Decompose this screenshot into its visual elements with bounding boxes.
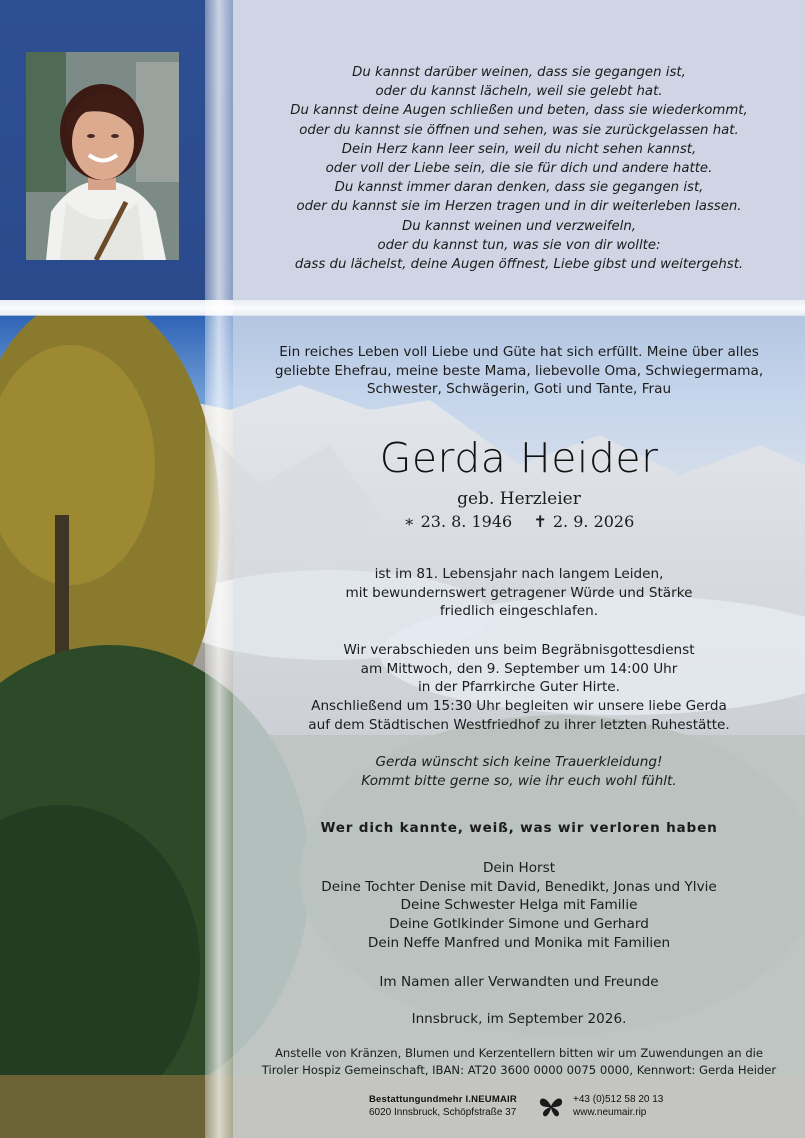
passing-text bbox=[233, 565, 805, 621]
passing-line: ist im 81. Lebensjahr nach langem Leiden, bbox=[374, 566, 664, 582]
intro-text bbox=[233, 343, 805, 399]
death-cross-icon: ✝ bbox=[533, 512, 547, 531]
mourner-line: Deine Schwester Helga mit Familie bbox=[400, 897, 638, 914]
dress-note-line: Kommt bitte gerne so, wie ihr euch wohl fühlt. bbox=[361, 772, 677, 789]
butterfly-icon bbox=[538, 1094, 564, 1118]
funeral-home-website[interactable]: www.neumair.rip bbox=[573, 1107, 647, 1118]
intro-line: Ein reiches Leben voll Liebe und Güte hat sich erfüllt. Meine über alles bbox=[279, 344, 759, 360]
service-line: am Mittwoch, den 9. September um 14:00 Uhr bbox=[360, 660, 678, 677]
passing-line: friedlich eingeschlafen. bbox=[439, 603, 599, 620]
poem-line: Dein Herz kann leer sein, weil du nicht sehen kannst, bbox=[341, 141, 697, 157]
funeral-home-info bbox=[369, 1093, 517, 1119]
relatives-line: Im Namen aller Verwandten und Freunde bbox=[379, 974, 659, 990]
poem bbox=[233, 63, 805, 274]
funeral-home-contact bbox=[573, 1093, 663, 1119]
horizontal-light-strip bbox=[0, 300, 805, 316]
intro-line: geliebte Ehefrau, meine beste Mama, liebevolle Oma, Schwiegermama, bbox=[274, 362, 764, 379]
service-line: in der Pfarrkirche Guter Hirte. bbox=[418, 679, 620, 696]
poem-line: oder du kannst lächeln, weil sie gelebt hat. bbox=[375, 84, 663, 100]
mourner-line: Dein Horst bbox=[482, 860, 556, 876]
mourners-list bbox=[233, 859, 805, 953]
poem-line: oder du kannst sie öffnen und sehen, was sie zurückgelassen hat. bbox=[299, 122, 739, 138]
funeral-home-phone: +43 (0)512 58 20 13 bbox=[573, 1094, 664, 1105]
vertical-light-strip bbox=[205, 0, 233, 1138]
mourner-line: Deine Tochter Denise mit David, Benedikt, Jonas und Ylvie bbox=[321, 878, 717, 895]
motto: Wer dich kannte, weiß, was wir verloren haben bbox=[320, 820, 718, 836]
service-line: Anschließend um 15:30 Uhr begleiten wir unsere liebe Gerda bbox=[311, 698, 727, 715]
poem-line: oder du kannst tun, was sie von dir wollte: bbox=[377, 237, 661, 253]
funeral-home-brand: Bestattungundmehr I.NEUMAIR bbox=[369, 1094, 517, 1105]
donation-line: Tiroler Hospiz Gemeinschaft, IBAN: AT20 3600 0000 0075 0000, Kennwort: Gerda Heider bbox=[261, 1063, 777, 1077]
poem-line: dass du lächelst, deine Augen öffnest, Liebe gibst und weitergehst. bbox=[294, 257, 744, 273]
donation-line: Anstelle von Kränzen, Blumen und Kerzentellern bitten wir um Zuwendungen an die bbox=[274, 1046, 764, 1060]
donation-note bbox=[233, 1045, 805, 1079]
passing-line: mit bewundernswert getragener Würde und Stärke bbox=[345, 584, 693, 601]
mourner-line: Dein Neffe Manfred und Monika mit Familien bbox=[367, 934, 671, 951]
funeral-home-footer bbox=[233, 1093, 805, 1123]
death-date: 2. 9. 2026 bbox=[552, 512, 635, 531]
poem-line: Du kannst darüber weinen, dass sie gegangen ist, bbox=[352, 65, 686, 80]
dress-note-line: Gerda wünscht sich keine Trauerkleidung! bbox=[375, 754, 663, 770]
mourner-line: Deine Gotlkinder Simone und Gerhard bbox=[389, 916, 649, 933]
maiden-name: geb. Herzleier bbox=[457, 489, 581, 509]
birth-star-icon: ∗ bbox=[403, 512, 415, 531]
life-dates bbox=[233, 512, 805, 531]
deceased-name: Gerda Heider bbox=[379, 434, 659, 482]
birth-date: 23. 8. 1946 bbox=[420, 512, 513, 531]
funeral-home-address: 6020 Innsbruck, Schöpfstraße 37 bbox=[369, 1107, 517, 1118]
intro-line: Schwester, Schwägerin, Goti und Tante, Frau bbox=[366, 381, 672, 398]
place-date: Innsbruck, im September 2026. bbox=[411, 1011, 627, 1027]
service-line: Wir verabschieden uns beim Begräbnisgottesdienst bbox=[343, 642, 695, 658]
poem-line: Du kannst weinen und verzweifeln, bbox=[402, 218, 636, 234]
service-info bbox=[233, 641, 805, 735]
poem-line: oder voll der Liebe sein, die sie für dich und andere hatte. bbox=[325, 161, 713, 177]
poem-line: Du kannst immer daran denken, dass sie gegangen ist, bbox=[334, 180, 704, 196]
service-line: auf dem Städtischen Westfriedhof zu ihrer letzten Ruhestätte. bbox=[308, 716, 730, 733]
poem-line: Du kannst deine Augen schließen und beten, dass sie wiederkommt, bbox=[290, 103, 748, 119]
poem-line: oder du kannst sie im Herzen tragen und in dir weiterleben lassen. bbox=[296, 199, 742, 215]
portrait-photo bbox=[26, 52, 179, 260]
dress-note bbox=[233, 753, 805, 790]
